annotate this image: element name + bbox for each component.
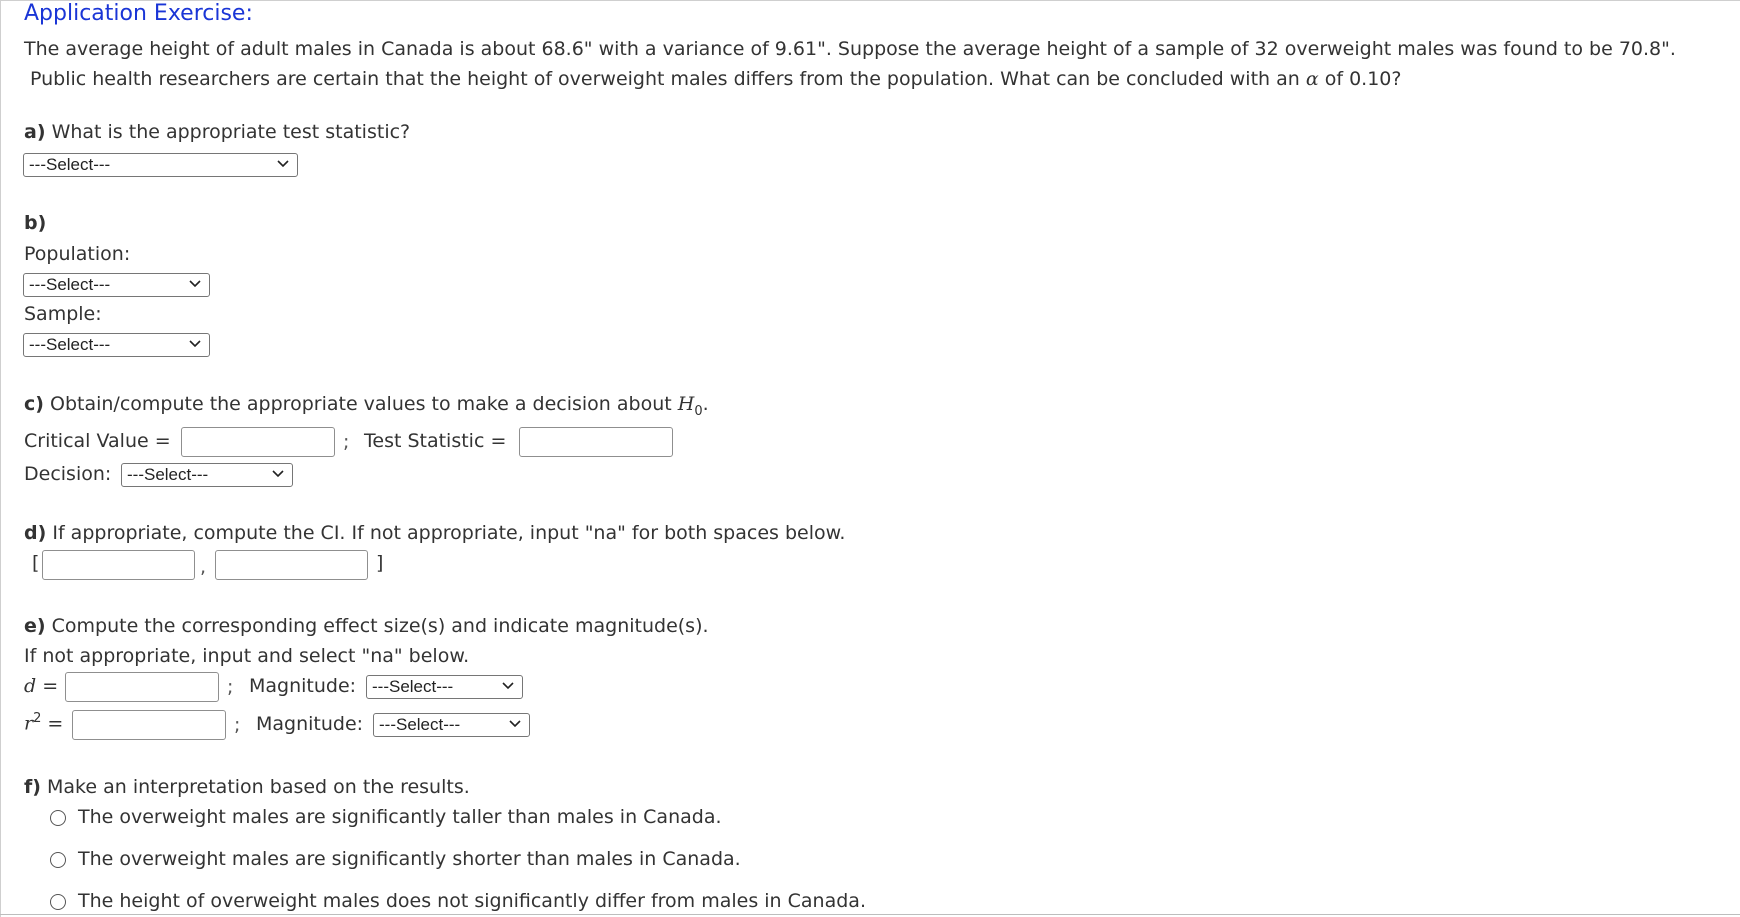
part-b-label: b) xyxy=(24,212,47,234)
interpretation-option-label: The overweight males are significantly taller than males in Canada. xyxy=(78,806,722,828)
alpha-symbol: α xyxy=(1305,68,1319,90)
interpretation-radio-shorter[interactable] xyxy=(50,852,66,868)
r2-input[interactable] xyxy=(72,710,226,740)
population-select[interactable]: ---Select--- xyxy=(23,273,210,297)
chevron-down-icon xyxy=(508,717,522,731)
separator: ; xyxy=(227,676,234,698)
open-bracket: [ xyxy=(32,552,40,574)
chevron-down-icon xyxy=(188,277,202,291)
part-c-question: c) Obtain/compute the appropriate values to make a decision about $H_0$. xyxy=(24,393,709,419)
h-symbol: H xyxy=(677,393,695,415)
ci-upper-input[interactable] xyxy=(215,550,368,580)
part-e-note: If not appropriate, input and select "na" below. xyxy=(24,645,470,667)
problem-line-2: Public health researchers are certain that the height of overweight males differs from the population. What can be concluded with an α of 0.10? xyxy=(30,68,1402,90)
part-d-question: d) If appropriate, compute the CI. If not appropriate, input "na" for both spaces below. xyxy=(24,522,846,544)
chevron-down-icon xyxy=(271,467,285,481)
part-a-question: a) What is the appropriate test statistic? xyxy=(24,121,411,143)
r2-magnitude-label: Magnitude: xyxy=(256,713,364,735)
sample-label: Sample: xyxy=(24,303,102,325)
separator: ; xyxy=(234,714,241,736)
comma: , xyxy=(200,556,207,578)
chevron-down-icon xyxy=(276,157,290,171)
d-input[interactable] xyxy=(65,672,219,702)
problem-line-1: The average height of adult males in Canada is about 68.6" with a variance of 9.61". Suppose the average height of a sample of 32 overweight males was found to be 70.8". xyxy=(24,38,1676,60)
separator: ; xyxy=(343,431,350,453)
test-statistic-label: Test Statistic = xyxy=(364,430,507,452)
page-title: Application Exercise: xyxy=(24,1,253,26)
d-magnitude-label: Magnitude: xyxy=(249,675,357,697)
decision-label: Decision: xyxy=(24,463,112,485)
chevron-down-icon xyxy=(501,679,515,693)
test-statistic-select[interactable]: ---Select--- xyxy=(23,153,298,177)
ci-lower-input[interactable] xyxy=(42,550,195,580)
r2-magnitude-select[interactable]: ---Select--- xyxy=(373,713,530,737)
sample-select[interactable]: ---Select--- xyxy=(23,333,210,357)
interpretation-option-label: The overweight males are significantly shorter than males in Canada. xyxy=(78,848,741,870)
part-e-question: e) Compute the corresponding effect size(s) and indicate magnitude(s). xyxy=(24,615,709,637)
close-bracket: ] xyxy=(376,552,384,574)
test-statistic-input[interactable] xyxy=(519,427,673,457)
problem-statement xyxy=(24,34,1714,94)
decision-select[interactable]: ---Select--- xyxy=(121,463,293,487)
d-magnitude-select[interactable]: ---Select--- xyxy=(366,675,523,699)
d-label: d = xyxy=(24,675,59,697)
critical-value-label: Critical Value = xyxy=(24,430,171,452)
chevron-down-icon xyxy=(188,337,202,351)
r2-label: $r^2$ = xyxy=(24,711,64,735)
population-label: Population: xyxy=(24,243,131,265)
interpretation-radio-no-difference[interactable] xyxy=(50,894,66,910)
critical-value-input[interactable] xyxy=(181,427,335,457)
interpretation-option-label: The height of overweight males does not significantly differ from males in Canada. xyxy=(78,890,866,912)
part-f-question: f) Make an interpretation based on the results. xyxy=(24,776,470,798)
interpretation-radio-taller[interactable] xyxy=(50,810,66,826)
bottom-divider xyxy=(0,914,1740,915)
